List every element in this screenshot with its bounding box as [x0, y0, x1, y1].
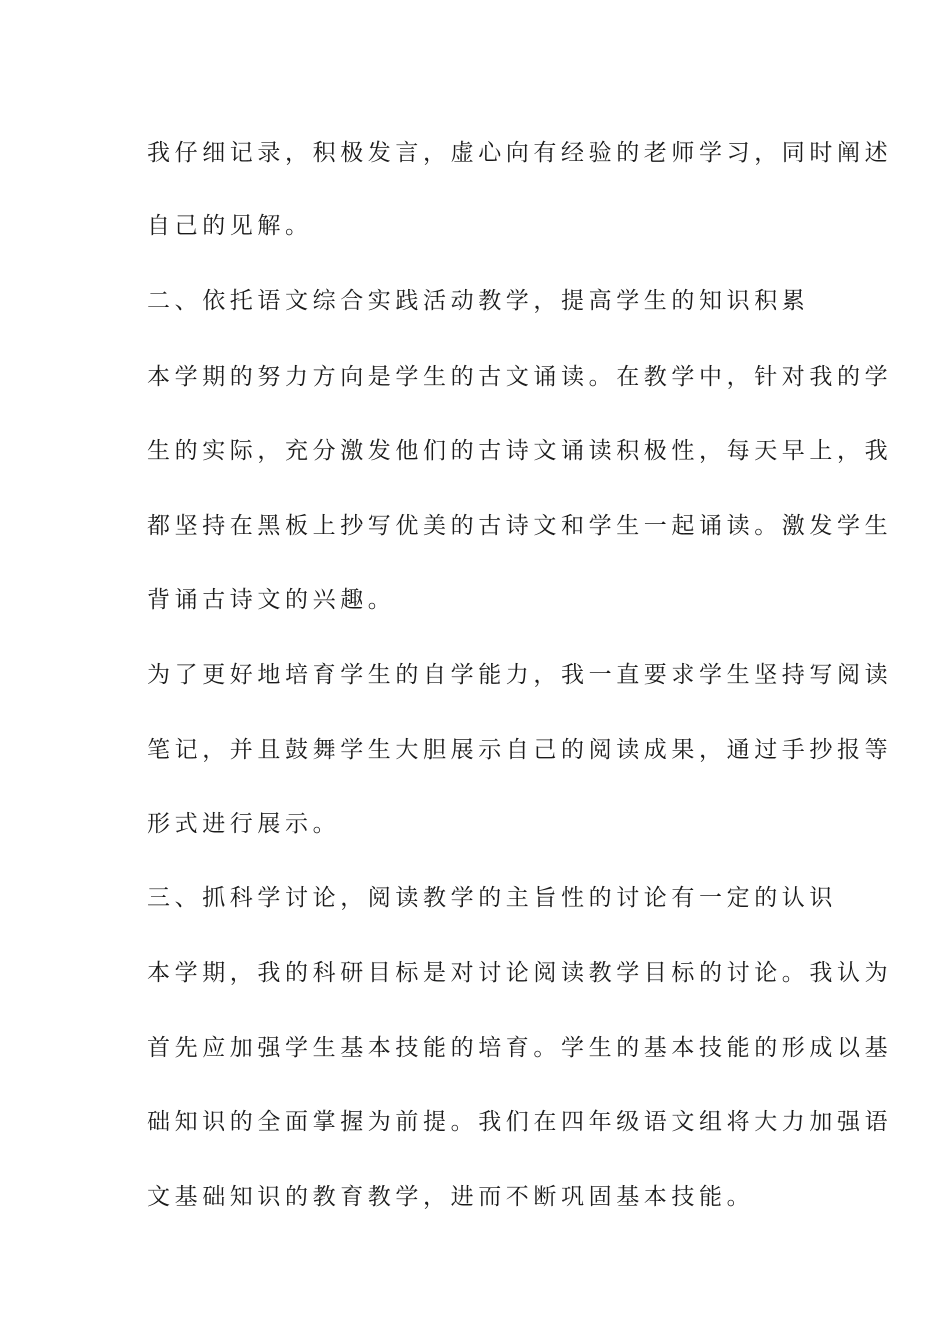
paragraph-2-line-3: 都坚持在黑板上抄写优美的古诗文和学生一起诵读。激发学生: [147, 513, 893, 539]
paragraph-2-line-1: 本学期的努力方向是学生的古文诵读。在教学中，针对我的学: [147, 364, 893, 390]
paragraph-3-line-3: 形式进行展示。: [147, 811, 341, 837]
paragraph-3-line-2: 笔记，并且鼓舞学生大胆展示自己的阅读成果，通过手抄报等: [147, 737, 893, 763]
paragraph-4-line-1: 本学期，我的科研目标是对讨论阅读教学目标的讨论。我认为: [147, 960, 893, 986]
paragraph-2-line-2: 生的实际，充分激发他们的古诗文诵读积极性，每天早上，我: [147, 438, 893, 464]
paragraph-4-line-3: 础知识的全面掌握为前提。我们在四年级语文组将大力加强语: [147, 1109, 893, 1135]
paragraph-1-line-2: 自己的见解。: [147, 213, 313, 239]
section-heading-2: 二、依托语文综合实践活动教学，提高学生的知识积累: [147, 288, 810, 314]
section-heading-3: 三、抓科学讨论，阅读教学的主旨性的讨论有一定的认识: [147, 885, 837, 911]
paragraph-2-line-4: 背诵古诗文的兴趣。: [147, 587, 396, 613]
paragraph-4-line-4: 文基础知识的教育教学，进而不断巩固基本技能。: [147, 1184, 755, 1210]
paragraph-3-line-1: 为了更好地培育学生的自学能力，我一直要求学生坚持写阅读: [147, 662, 893, 688]
paragraph-1-line-1: 我仔细记录，积极发言，虚心向有经验的老师学习，同时阐述: [147, 140, 893, 166]
paragraph-4-line-2: 首先应加强学生基本技能的培育。学生的基本技能的形成以基: [147, 1035, 893, 1061]
